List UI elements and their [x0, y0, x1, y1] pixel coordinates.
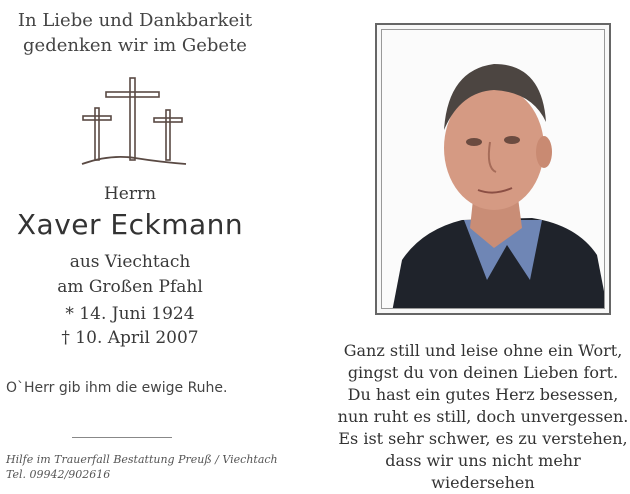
- portrait-illustration: [382, 30, 605, 309]
- salutation: Herrn: [103, 184, 157, 204]
- poem-line: Es ist sehr schwer, es zu verstehen,: [338, 429, 628, 448]
- funeral-phone: Tel. 09942/902616: [6, 468, 111, 481]
- poem-line: dass wir uns nicht mehr wiedersehen: [385, 451, 581, 492]
- poem-line: Du hast ein gutes Herz besessen,: [347, 385, 619, 404]
- three-crosses-icon: [80, 72, 190, 172]
- prayer-text: O`Herr gib ihm die ewige Ruhe.: [6, 380, 228, 396]
- intro-line: In Liebe und Dankbarkeit: [17, 10, 253, 31]
- intro-line: gedenken wir im Gebete: [23, 35, 247, 56]
- poem-line: gingst du von deinen Lieben fort.: [347, 363, 619, 382]
- funeral-home-info: [6, 452, 286, 482]
- intro-text: [0, 8, 270, 58]
- funeral-home: Hilfe im Trauerfall Bestattung Preuß / Viechtach: [6, 453, 278, 466]
- origin-line: am Großen Pfahl: [57, 277, 203, 297]
- memorial-left-panel: [0, 0, 310, 480]
- life-dates: [0, 302, 260, 350]
- portrait-photo: [381, 29, 605, 309]
- origin: [0, 250, 260, 300]
- memorial-poem: [336, 340, 630, 494]
- death-date: † 10. April 2007: [61, 328, 199, 348]
- poem-line: Ganz still und leise ohne ein Wort,: [343, 341, 623, 360]
- divider: [72, 437, 172, 438]
- birth-date: * 14. Juni 1924: [65, 304, 195, 324]
- poem-line: nun ruht es still, doch unvergessen.: [337, 407, 629, 426]
- portrait-frame: [375, 23, 611, 315]
- origin-line: aus Viechtach: [69, 252, 191, 272]
- deceased-name: Xaver Eckmann: [16, 208, 244, 241]
